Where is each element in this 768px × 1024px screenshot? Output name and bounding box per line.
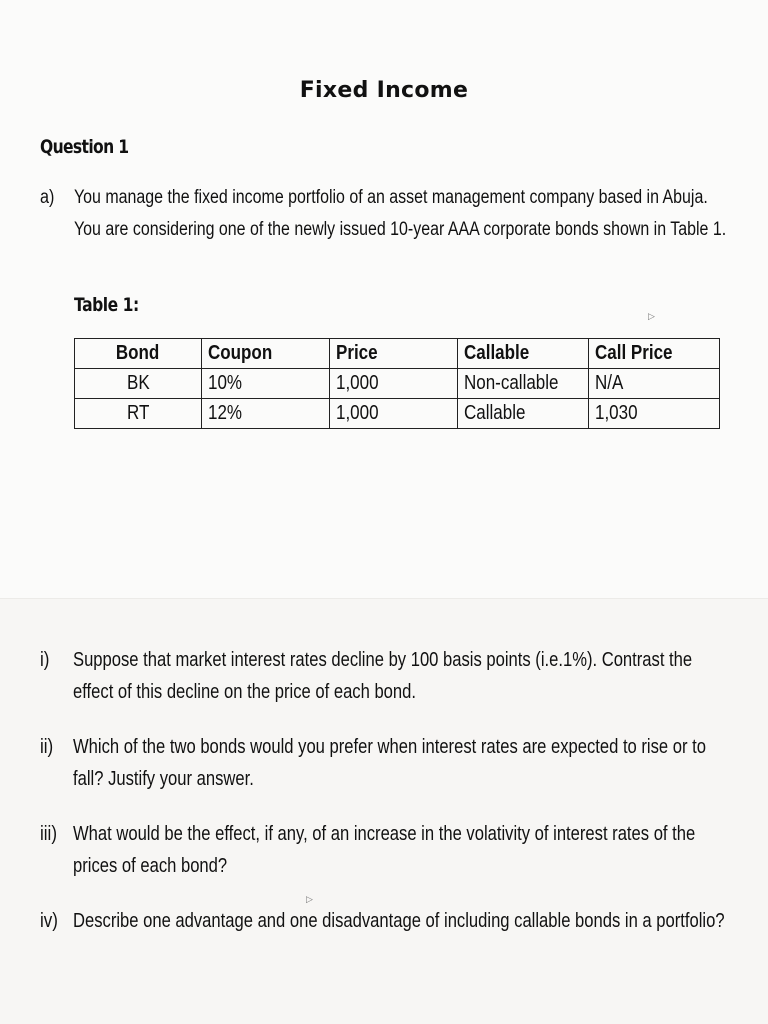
- part-a-text: You manage the fixed income portfolio of an asset management company based in Abuja. You are considering one of the newly issued 10-year AAA corporate bonds shown in Table 1.: [74, 187, 727, 240]
- subquestion-text: What would be the effect, if any, of an increase in the volativity of interest rates of the prices of each bond?: [73, 823, 696, 877]
- table-cell: RT: [75, 399, 202, 429]
- subquestion-marker: i): [40, 649, 50, 671]
- table-cell: Callable: [458, 399, 589, 429]
- table-cell: Non-callable: [458, 369, 589, 399]
- table-cell: 1,000: [330, 369, 458, 399]
- subquestion-i: [40, 644, 760, 708]
- table-header-cell: Call Price: [589, 339, 720, 369]
- table-cell: 12%: [202, 399, 330, 429]
- table-label: Table 1:: [74, 294, 139, 316]
- table-cell: 1,000: [330, 399, 458, 429]
- table-row: [75, 399, 720, 429]
- table-cell: BK: [75, 369, 202, 399]
- table-header-cell: Bond: [75, 339, 202, 369]
- question-heading: Question 1: [40, 136, 129, 158]
- table-header-cell: Price: [330, 339, 458, 369]
- subquestion-marker: iv): [40, 910, 58, 932]
- subquestion-text: Describe one advantage and one disadvantage of including callable bonds in a portfolio?: [73, 910, 725, 932]
- table-row: [75, 369, 720, 399]
- table-cell: 10%: [202, 369, 330, 399]
- subquestion-marker: iii): [40, 823, 57, 845]
- subquestion-iv: [40, 905, 760, 937]
- bond-table: [74, 338, 720, 429]
- table-header-cell: Callable: [458, 339, 589, 369]
- page-title: Fixed Income: [299, 78, 469, 103]
- table-header-row: [75, 339, 720, 369]
- subquestion-iii: [40, 818, 760, 882]
- subquestion-text: Which of the two bonds would you prefer when interest rates are expected to rise or to fall? Justify your answer.: [73, 736, 706, 790]
- cursor-arrow-icon: ▷: [306, 894, 313, 904]
- table-cell: 1,030: [589, 399, 720, 429]
- part-a-marker: a): [40, 187, 55, 208]
- subquestion-text: Suppose that market interest rates decline by 100 basis points (i.e.1%). Contrast the effect of this decline on the price of each bond.: [73, 649, 693, 703]
- subquestion-marker: ii): [40, 736, 54, 758]
- cursor-arrow-icon: ▷: [648, 311, 655, 321]
- table-header-cell: Coupon: [202, 339, 330, 369]
- table-cell: N/A: [589, 369, 720, 399]
- part-a: [40, 182, 750, 246]
- subquestion-ii: [40, 731, 760, 795]
